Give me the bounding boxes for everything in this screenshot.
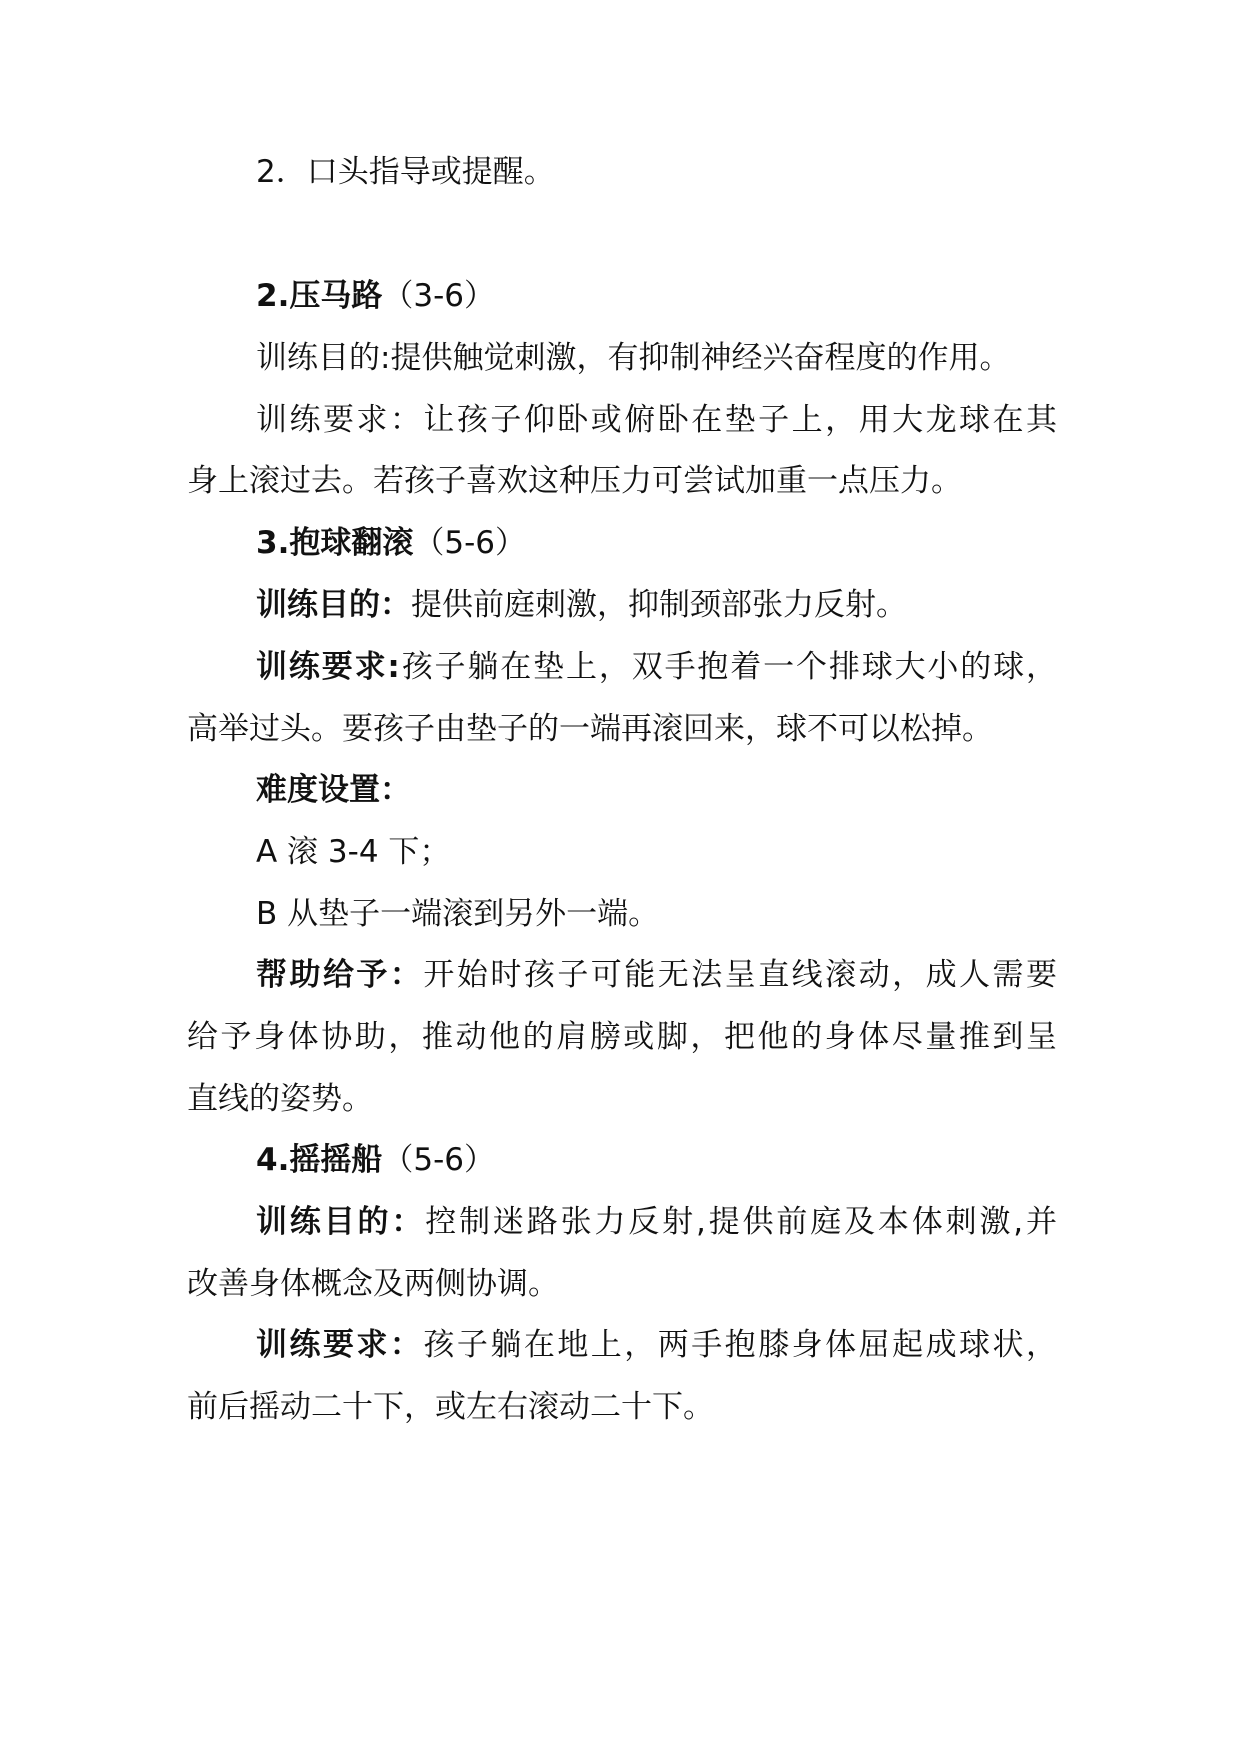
section-3-title: 3.抱球翻滚 bbox=[256, 525, 414, 561]
section-3-help-line-1 bbox=[256, 955, 1057, 995]
section-4-requirement-line-2: 前后摇动二十下，或左右滚动二十下。 bbox=[187, 1389, 714, 1425]
section-3-requirement-label: 训练要求: bbox=[256, 649, 400, 685]
section-3-purpose-text: 提供前庭刺激，抑制颈部张力反射。 bbox=[411, 587, 907, 623]
section-2-title: 2.压马路 bbox=[256, 278, 383, 314]
section-3-purpose-label: 训练目的： bbox=[256, 587, 411, 623]
section-4-purpose-line-2: 改善身体概念及两侧协调。 bbox=[187, 1266, 559, 1302]
section-3-age-range: （5-6） bbox=[413, 525, 526, 561]
section-2-purpose: 训练目的:提供触觉刺激，有抑制神经兴奋程度的作用。 bbox=[256, 340, 1011, 376]
section-3-difficulty-b: B 从垫子一端滚到另外一端。 bbox=[256, 896, 660, 932]
section-2-requirement-line-1: 训练要求：让孩子仰卧或俯卧在垫子上，用大龙球在其 bbox=[256, 402, 1057, 438]
section-4-purpose-text-1: 控制迷路张力反射,提供前庭及本体刺激,并 bbox=[425, 1204, 1057, 1240]
section-2-heading bbox=[256, 276, 495, 316]
section-3-requirement-line-1 bbox=[256, 647, 1057, 687]
section-3-heading bbox=[256, 523, 526, 563]
section-3-help-text-1: 开始时孩子可能无法呈直线滚动，成人需要 bbox=[423, 957, 1058, 993]
section-3-help-line-3: 直线的姿势。 bbox=[187, 1081, 373, 1117]
section-3-purpose bbox=[256, 585, 907, 625]
section-4-purpose-label: 训练目的： bbox=[256, 1204, 426, 1240]
list-item-2: 2．口头指导或提醒。 bbox=[256, 154, 555, 190]
section-4-heading bbox=[256, 1140, 495, 1180]
section-2-age-range: （3-6） bbox=[382, 278, 495, 314]
section-4-age-range: （5-6） bbox=[382, 1142, 495, 1178]
section-3-difficulty-label: 难度设置： bbox=[256, 772, 411, 808]
section-3-requirement-line-2: 高举过头。要孩子由垫子的一端再滚回来，球不可以松掉。 bbox=[187, 711, 993, 747]
section-3-requirement-text-1: 孩子躺在垫上，双手抱着一个排球大小的球， bbox=[399, 649, 1058, 685]
section-4-requirement-text-1: 孩子躺在地上，两手抱膝身体屈起成球状， bbox=[423, 1327, 1058, 1363]
section-3-help-label: 帮助给予： bbox=[256, 957, 424, 993]
section-4-purpose-line-1 bbox=[256, 1202, 1057, 1242]
section-4-title: 4.摇摇船 bbox=[256, 1142, 383, 1178]
section-4-requirement-label: 训练要求： bbox=[256, 1327, 424, 1363]
section-2-requirement-line-2: 身上滚过去。若孩子喜欢这种压力可尝试加重一点压力。 bbox=[187, 463, 962, 499]
section-3-difficulty-a: A 滚 3-4 下； bbox=[256, 834, 451, 870]
section-4-requirement-line-1 bbox=[256, 1325, 1057, 1365]
section-3-help-line-2: 给予身体协助，推动他的肩膀或脚，把他的身体尽量推到呈 bbox=[187, 1019, 1057, 1055]
